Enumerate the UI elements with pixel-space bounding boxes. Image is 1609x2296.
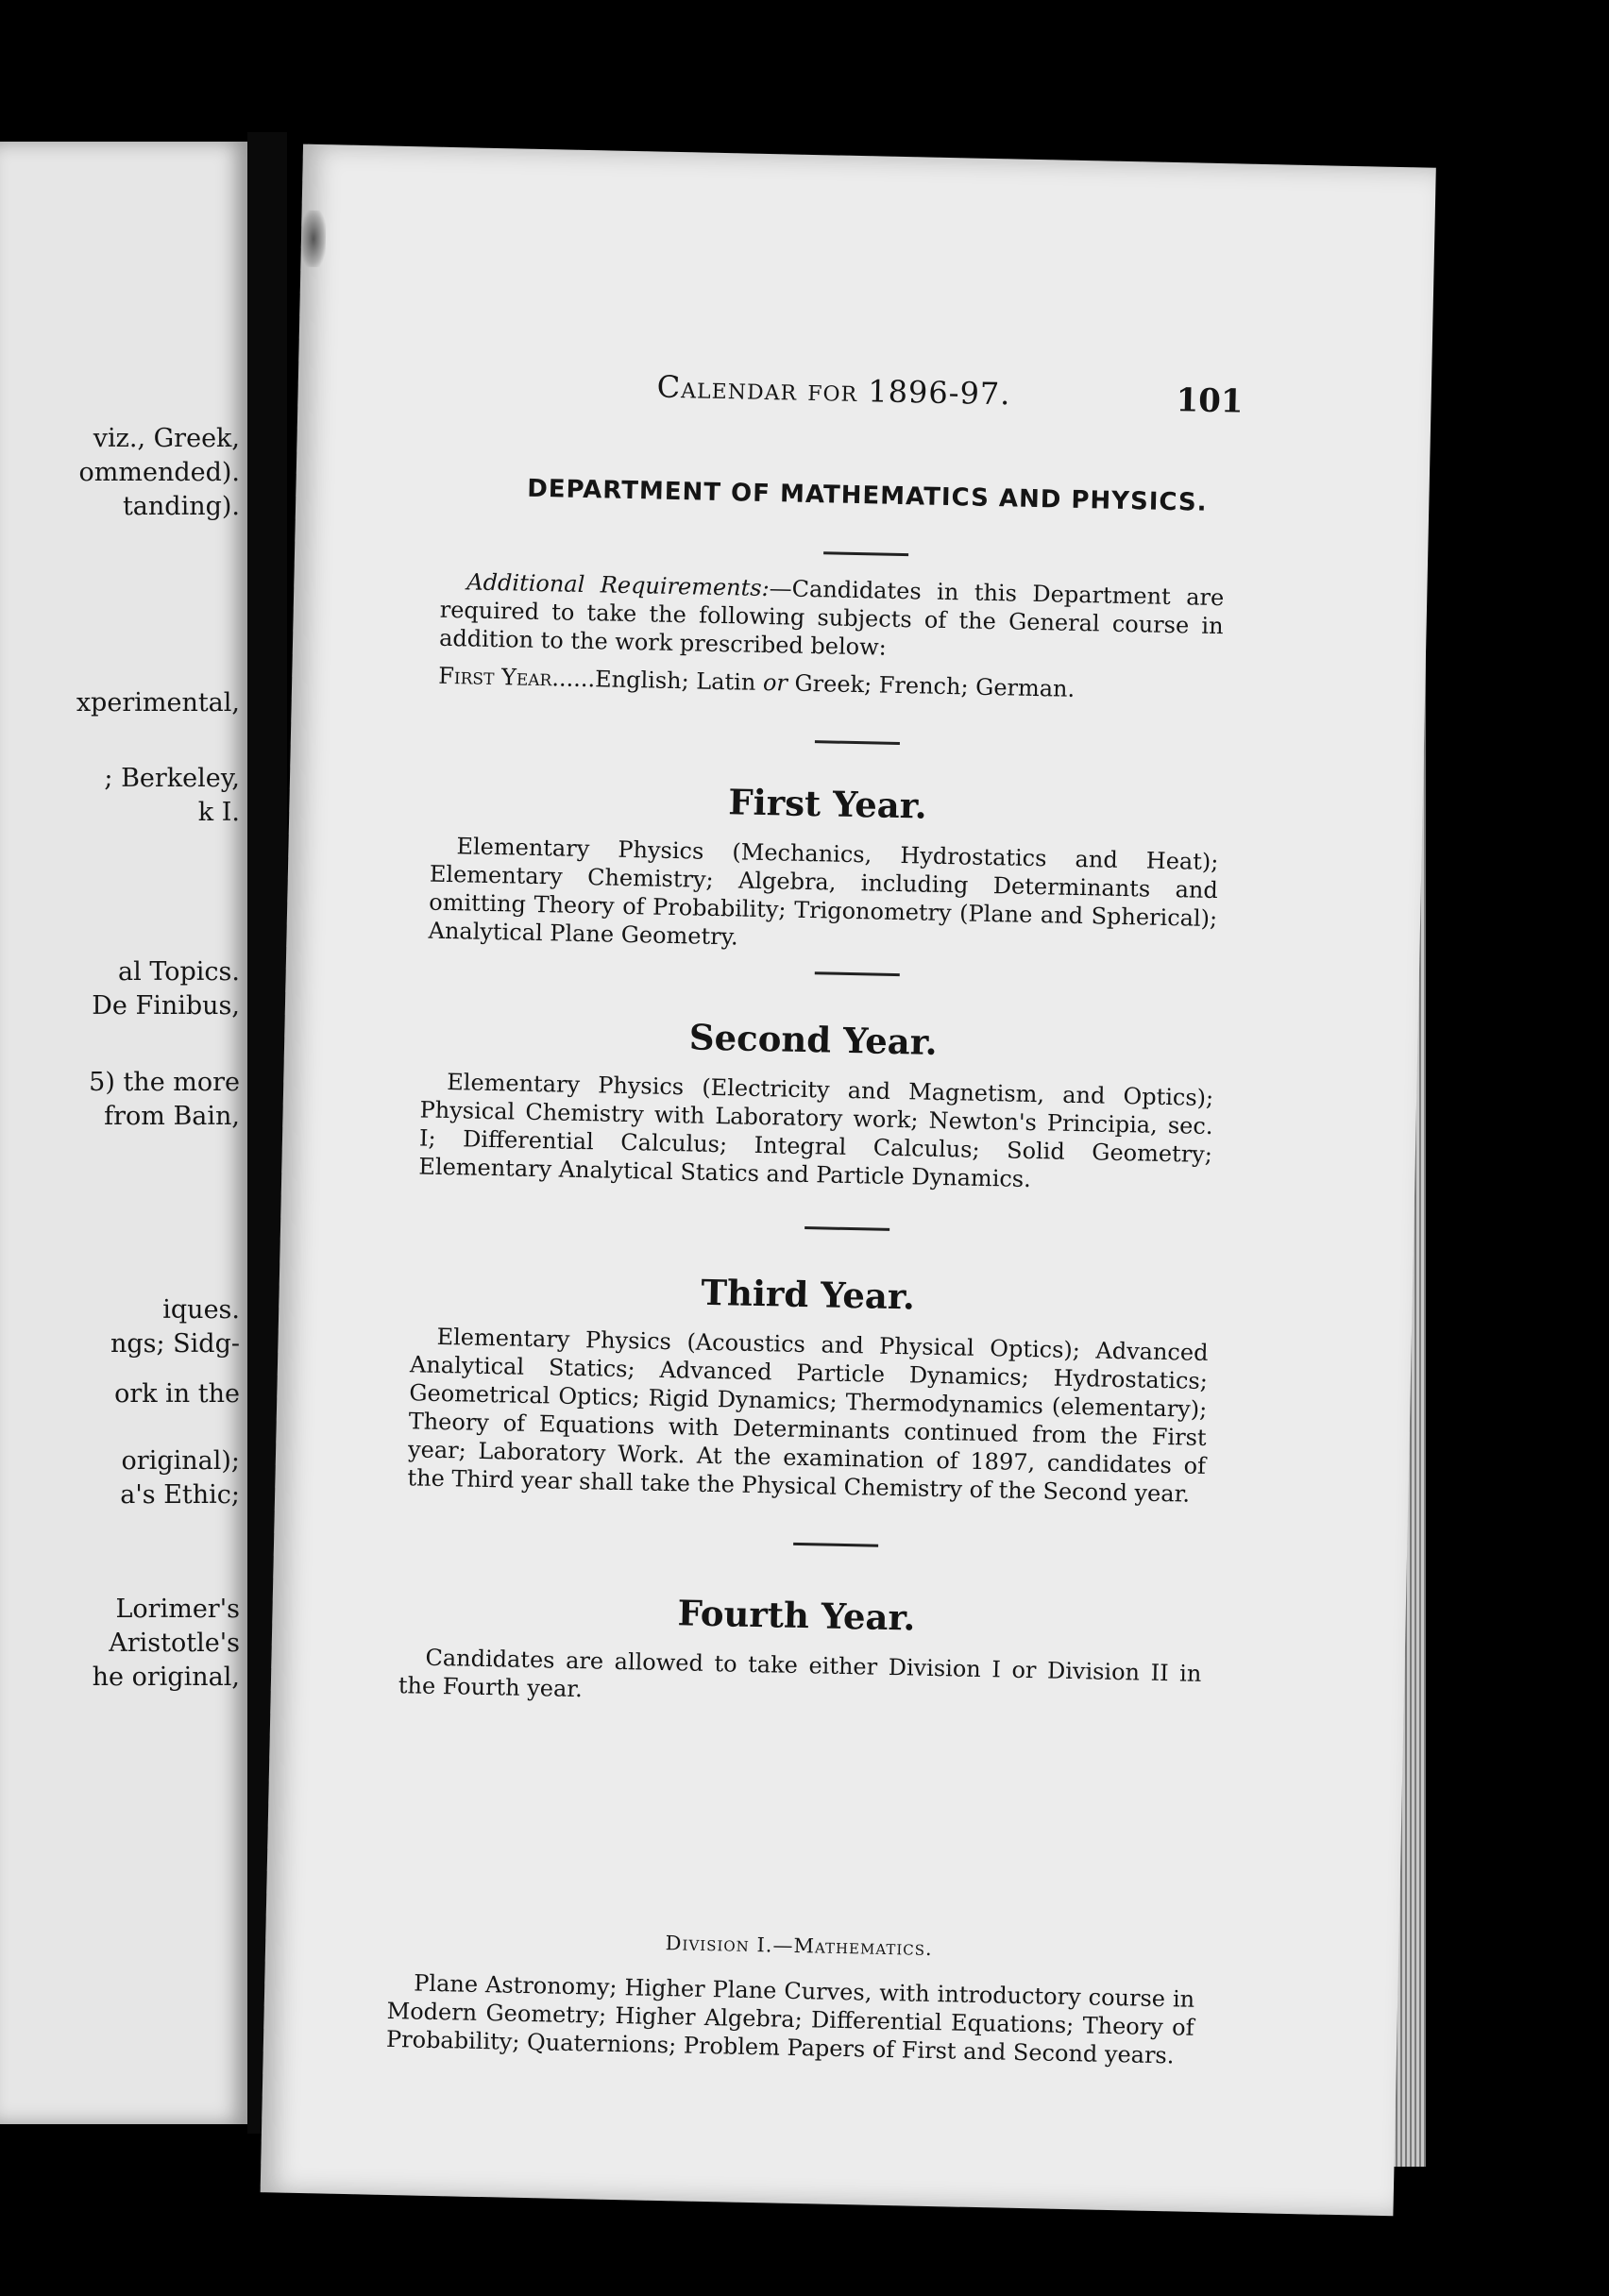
- divider-rule: [793, 1543, 878, 1547]
- left-page-line: xperimental,: [76, 688, 240, 718]
- first-year-heading: First Year.: [727, 781, 928, 827]
- right-page: [261, 144, 1436, 2217]
- running-head: Calendar for 1896-97.: [656, 368, 1011, 413]
- first-year-text: Elementary Physics (Mechanics, Hydrostatics and Heat); Elementary Chemistry; Algebra, including Determinants and omitting Theory of Probability; Trigonometry (Plane and Spherical); Analytical Plane Geometry.: [428, 833, 1219, 951]
- divider-rule: [823, 551, 908, 556]
- left-page: [0, 142, 247, 2124]
- second-year-heading: Second Year.: [688, 1016, 939, 1063]
- left-page-line: original);: [121, 1446, 240, 1476]
- divider-rule: [815, 971, 900, 976]
- left-page-line: viz., Greek,: [93, 424, 240, 453]
- divider-rule: [804, 1226, 889, 1231]
- left-page-line: ngs; Sidg-: [110, 1329, 240, 1359]
- left-page-line: iques.: [162, 1295, 240, 1325]
- additional-requirements-text: —Candidates in this Department are required to take the following subjects of the General course in addition to the work prescribed below:: [438, 575, 1225, 661]
- third-year-text: Elementary Physics (Acoustics and Physical Optics); Advanced Analytical Statics; Advanced Particle Dynamics; Hydrostatics; Geometrical Optics; Rigid Dynamics; Thermodynamics (elementary); Theory of Equations with Determinants continued from the First year; Laboratory Work. At the examination of 1897, candidates of the Third year shall take the Physical Chemistry of the Second year.: [407, 1323, 1209, 1508]
- second-year-text: Elementary Physics (Electricity and Magnetism, and Optics); Physical Chemistry with Laboratory work; Newton's Principia, sec. I; Differential Calculus; Integral Calculus; Solid Geometry; Elementary Analytical Statics and Particle Dynamics.: [418, 1069, 1214, 1193]
- first-year-subjects-end: Greek; French; German.: [787, 669, 1075, 702]
- fourth-year-text: Candidates are allowed to take either Division I or Division II in the Fourth year.: [398, 1644, 1202, 1703]
- left-page-line: from Bain,: [104, 1102, 240, 1131]
- division-one-text: Plane Astronomy; Higher Plane Curves, with introductory course in Modern Geometry; Higher Algebra; Differential Equations; Theory of Probability; Quaternions; Problem Papers of First and Second years.: [385, 1969, 1195, 2069]
- left-page-line: ork in the: [114, 1379, 240, 1409]
- first-year-subjects: English; Latin: [594, 666, 764, 696]
- additional-requirements-label: Additional Requirements:: [466, 568, 771, 602]
- division-one-heading: Division I.—Mathematics.: [665, 1932, 933, 1961]
- left-page-line: al Topics.: [118, 957, 240, 987]
- first-year-general-requirement: [438, 662, 1222, 706]
- left-page-line: De Finibus,: [92, 991, 240, 1021]
- page-number: 101: [1176, 381, 1244, 421]
- left-page-line: k I.: [197, 798, 240, 827]
- page-stain: [300, 211, 326, 268]
- left-page-line: 5) the more: [89, 1068, 240, 1097]
- left-page-line: tanding).: [122, 492, 240, 521]
- first-year-or: or: [762, 668, 788, 697]
- third-year-heading: Third Year.: [701, 1271, 916, 1318]
- left-page-line: he original,: [92, 1663, 240, 1692]
- left-page-line: ommended).: [78, 458, 240, 487]
- department-title: DEPARTMENT OF MATHEMATICS AND PHYSICS.: [526, 474, 1208, 517]
- left-page-line: ; Berkeley,: [104, 764, 240, 793]
- left-page-line: Lorimer's: [115, 1595, 240, 1624]
- leader-dots: ......: [551, 665, 596, 693]
- left-page-line: Aristotle's: [109, 1629, 240, 1658]
- divider-rule: [815, 740, 900, 745]
- left-page-line: a's Ethic;: [120, 1480, 240, 1510]
- additional-requirements: [439, 567, 1225, 668]
- fourth-year-heading: Fourth Year.: [677, 1592, 916, 1639]
- first-year-label: First Year: [438, 662, 552, 692]
